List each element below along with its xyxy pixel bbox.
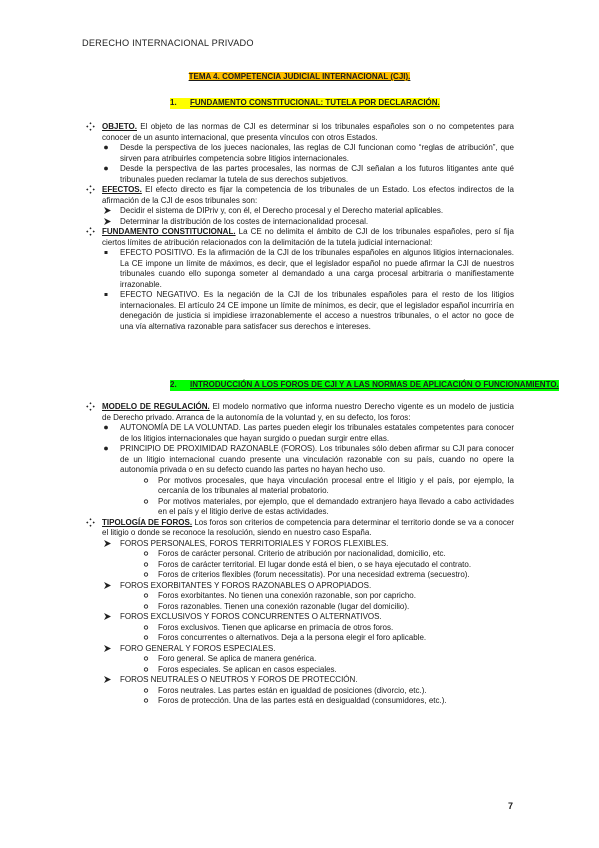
tipologia-paragraph (0, 518, 599, 539)
section-2-heading (170, 380, 559, 391)
modelo-sub-2-text: Por motivos materiales, por ejemplo, que el demandado extranjero haya llevado a cabo actividades en el país y el litigio derive de estas actividades. (158, 496, 514, 516)
ring-bullet-icon (143, 549, 151, 558)
foros-group-4-item-1 (0, 654, 599, 665)
efectos-lead: EFECTOS. (102, 185, 142, 194)
diamond-bullet-icon (86, 402, 95, 411)
foros-group-3-item-1 (0, 623, 599, 634)
arrowhead-bullet-icon (103, 539, 112, 548)
foros-group-2 (0, 581, 599, 592)
diamond-bullet-icon (86, 227, 95, 236)
modelo-bullet-1-text: AUTONOMÍA DE LA VOLUNTAD. Las partes pueden elegir los tribunales estatales competentes para conocer de los litigios internacionales que hayan surgido o puedan surgir entre ellas. (120, 423, 514, 443)
foros-group-5-item-2 (0, 696, 599, 707)
fundamento-text: La CE no delimita el ámbito de CJI de los tribunales españoles, pero sí fija ciertos límites de atribución relacionados con la delimitación de la tutela judicial internacional: (102, 227, 515, 247)
diamond-bullet-icon (86, 185, 95, 194)
page-number: 7 (508, 801, 514, 811)
modelo-bullet-2 (0, 444, 599, 476)
efectos-arrow-1 (0, 206, 599, 217)
section-1-title: FUNDAMENTO CONSTITUCIONAL: TUTELA POR DECLARACIÓN. (190, 98, 440, 107)
ring-bullet-icon (143, 476, 151, 485)
objeto-bullet-2 (0, 164, 599, 185)
diamond-bullet-icon (86, 122, 95, 131)
foros-group-2-item-1 (0, 591, 599, 602)
dot-bullet-icon (103, 143, 111, 152)
running-header: DERECHO INTERNACIONAL PRIVADO (82, 38, 254, 48)
tipologia-text: Los foros son criterios de competencia para determinar el territorio donde se va a conocer el litigio o donde se reconoce la resolución, siendo en nuestro caso España. (102, 517, 514, 537)
efectos-paragraph (0, 185, 599, 206)
ring-bullet-icon (143, 591, 151, 600)
foros-group-1 (0, 539, 599, 550)
dot-bullet-icon (103, 423, 111, 432)
ring-bullet-icon (143, 560, 151, 569)
objeto-bullet-2-text: Desde la perspectiva de las partes procesales, las normas de CJI señalan a los futuros litigantes ante qué tribunales pueden reclamar la tutela de sus derechos subjetivos. (120, 164, 514, 184)
modelo-sub-1-text: Por motivos procesales, que haya vinculación procesal entre el litigio y el país, por ejemplo, la cercanía de los tribunales al material probatorio. (158, 475, 514, 495)
foros-group-5-item-1 (0, 686, 599, 697)
efectos-text: El efecto directo es fijar la competencia de los tribunales de un Estado. Los efectos indirectos de la afirmación de la CJI de esos tribunales son: (102, 185, 514, 205)
ring-bullet-icon (143, 623, 151, 632)
fundamento-square-1 (0, 248, 599, 290)
diamond-bullet-icon (86, 518, 95, 527)
ring-bullet-icon (143, 570, 151, 579)
foros-group-4-text: FORO GENERAL Y FOROS ESPECIALES. (120, 643, 276, 653)
objeto-paragraph (0, 122, 599, 143)
ring-bullet-icon (143, 665, 151, 674)
foros-group-4 (0, 644, 599, 655)
tipologia-lead: TIPOLOGÍA DE FOROS. (102, 517, 193, 527)
section-1-number: 1. (170, 98, 177, 107)
foros-group-1-item-1 (0, 549, 599, 560)
fundamento-square-2-text: EFECTO NEGATIVO. Es la negación de la CJI de los tribunales españoles para el resto de los litigios internacionales. El artículo 24 CE impone un límite de mínimos, es decir, que el legislador español incurriría en denegación de justicia si impidiese irrazonablemente el acceso a nuestros tribunales, o el actor no goce de una vía alternativa razonable para satisfacer sus derechos e intereses. (120, 290, 514, 331)
section-2-body (0, 402, 599, 707)
foros-group-1-item-2-text: Foros de carácter territorial. El lugar donde está el bien, o se haya ejecutado el contrato. (158, 559, 472, 569)
ring-bullet-icon (143, 602, 151, 611)
ring-bullet-icon (143, 633, 151, 642)
foros-group-3-item-1-text: Foros exclusivos. Tienen que aplicarse en primacía de otros foros. (158, 622, 394, 632)
foros-group-1-item-3-text: Foros de criterios flexibles (forum necessitatis). Por una necesidad extrema (secuestro). (158, 570, 470, 579)
square-bullet-icon (103, 248, 111, 257)
foros-group-2-item-2-text: Foros razonables. Tienen una conexión razonable (lugar del domicilio). (158, 601, 410, 611)
section-2-number: 2. (170, 380, 177, 389)
arrowhead-bullet-icon (103, 644, 112, 653)
foros-group-1-item-3 (0, 570, 599, 581)
objeto-bullet-1 (0, 143, 599, 164)
foros-group-2-text: FOROS EXORBITANTES Y FOROS RAZONABLES O APROPIADOS. (120, 580, 372, 590)
modelo-bullet-1 (0, 423, 599, 444)
dot-bullet-icon (103, 444, 111, 453)
square-bullet-icon (103, 290, 111, 299)
foros-group-5-text: FOROS NEUTRALES O NEUTROS Y FOROS DE PROTECCIÓN. (120, 675, 358, 684)
arrowhead-bullet-icon (103, 675, 112, 684)
foros-group-4-item-2 (0, 665, 599, 676)
modelo-sub-1 (0, 476, 599, 497)
section-2-title: INTRODUCCIÓN A LOS FOROS DE CJI Y A LAS NORMAS DE APLICACIÓN O FUNCIONAMIENTO. (190, 380, 559, 389)
foros-group-3 (0, 612, 599, 623)
modelo-lead: MODELO DE REGULACIÓN. (102, 402, 210, 411)
ring-bullet-icon (143, 497, 151, 506)
objeto-bullet-1-text: Desde la perspectiva de los jueces nacionales, las reglas de CJI funcionan como “reglas de atribución”, que sirven para atribuirles competencia sobre litigios internacionales. (120, 143, 514, 163)
efectos-arrow-2-text: Determinar la distribución de los costes de internacionalidad procesal. (120, 216, 369, 226)
arrowhead-bullet-icon (103, 217, 112, 226)
objeto-lead: OBJETO. (102, 122, 137, 131)
modelo-text: El modelo normativo que informa nuestro Derecho vigente es un modelo de justicia de Derecho privado. Arranca de la autonomía de la voluntad y, en su defecto, los foros: (102, 402, 514, 422)
topic-title-row (0, 72, 599, 83)
arrowhead-bullet-icon (103, 612, 112, 621)
modelo-bullet-2-text: PRINCIPIO DE PROXIMIDAD RAZONABLE (FOROS). Los tribunales sólo deben afirmar su CJI para conocer de un litigio internacional cuando presente una vinculación razonable con su país, cuando no opere la autonomía privada o en su defecto cuando las partes no hayan hecho uso. (120, 444, 514, 474)
foros-group-1-text: FOROS PERSONALES, FOROS TERRITORIALES Y FOROS FLEXIBLES. (120, 538, 389, 548)
foros-group-5-item-1-text: Foros neutrales. Las partes están en igualdad de posiciones (divorcio, etc.). (158, 685, 427, 695)
fundamento-paragraph (0, 227, 599, 248)
dot-bullet-icon (103, 164, 111, 173)
ring-bullet-icon (143, 696, 151, 705)
topic-title: TEMA 4. COMPETENCIA JUDICIAL INTERNACIONAL (CJI). (188, 72, 411, 81)
arrowhead-bullet-icon (103, 206, 112, 215)
foros-group-2-item-1-text: Foros exorbitantes. No tienen una conexión razonable, son por capricho. (158, 591, 416, 600)
ring-bullet-icon (143, 686, 151, 695)
section-1-body (0, 122, 599, 332)
foros-group-5 (0, 675, 599, 686)
foros-group-1-item-1-text: Foros de carácter personal. Criterio de atribución por nacionalidad, domicilio, etc. (158, 549, 446, 558)
section-1-heading (170, 98, 440, 109)
efectos-arrow-1-text: Decidir el sistema de DIPriv y, con él, el Derecho procesal y el Derecho material aplicables. (120, 206, 444, 215)
foros-group-3-text: FOROS EXCLUSIVOS Y FOROS CONCURRENTES O ALTERNATIVOS. (120, 612, 382, 621)
foros-group-4-item-1-text: Foro general. Se aplica de manera genérica. (158, 654, 317, 663)
foros-group-3-item-2 (0, 633, 599, 644)
foros-group-4-item-2-text: Foros especiales. Se aplican en casos especiales. (158, 664, 337, 674)
foros-group-5-item-2-text: Foros de protección. Una de las partes está en desigualdad (consumidores, etc.). (158, 696, 447, 705)
fundamento-square-2 (0, 290, 599, 332)
foros-group-2-item-2 (0, 602, 599, 613)
foros-group-3-item-2-text: Foros concurrentes o alternativos. Deja a la persona elegir el foro aplicable. (158, 633, 427, 642)
fundamento-lead: FUNDAMENTO CONSTITUCIONAL. (102, 227, 236, 236)
ring-bullet-icon (143, 654, 151, 663)
foros-group-1-item-2 (0, 560, 599, 571)
arrowhead-bullet-icon (103, 581, 112, 590)
modelo-paragraph (0, 402, 599, 423)
modelo-sub-2 (0, 497, 599, 518)
fundamento-square-1-text: EFECTO POSITIVO. Es la afirmación de la CJI de los tribunales españoles en algunos litigios internacionales. La CE impone un límite de máximos, es decir, que el legislador español no puede afirmar la CJI de nuestros tribunales cuando ello suponga someter al demandado a una carga procesal arbitraria o manifiestamente irrazonable. (120, 248, 514, 289)
objeto-text: El objeto de las normas de CJI es determinar si los tribunales españoles son o no competentes para conocer de un asunto internacional, que presenta vínculos con otros Estados. (102, 122, 514, 142)
efectos-arrow-2 (0, 217, 599, 228)
